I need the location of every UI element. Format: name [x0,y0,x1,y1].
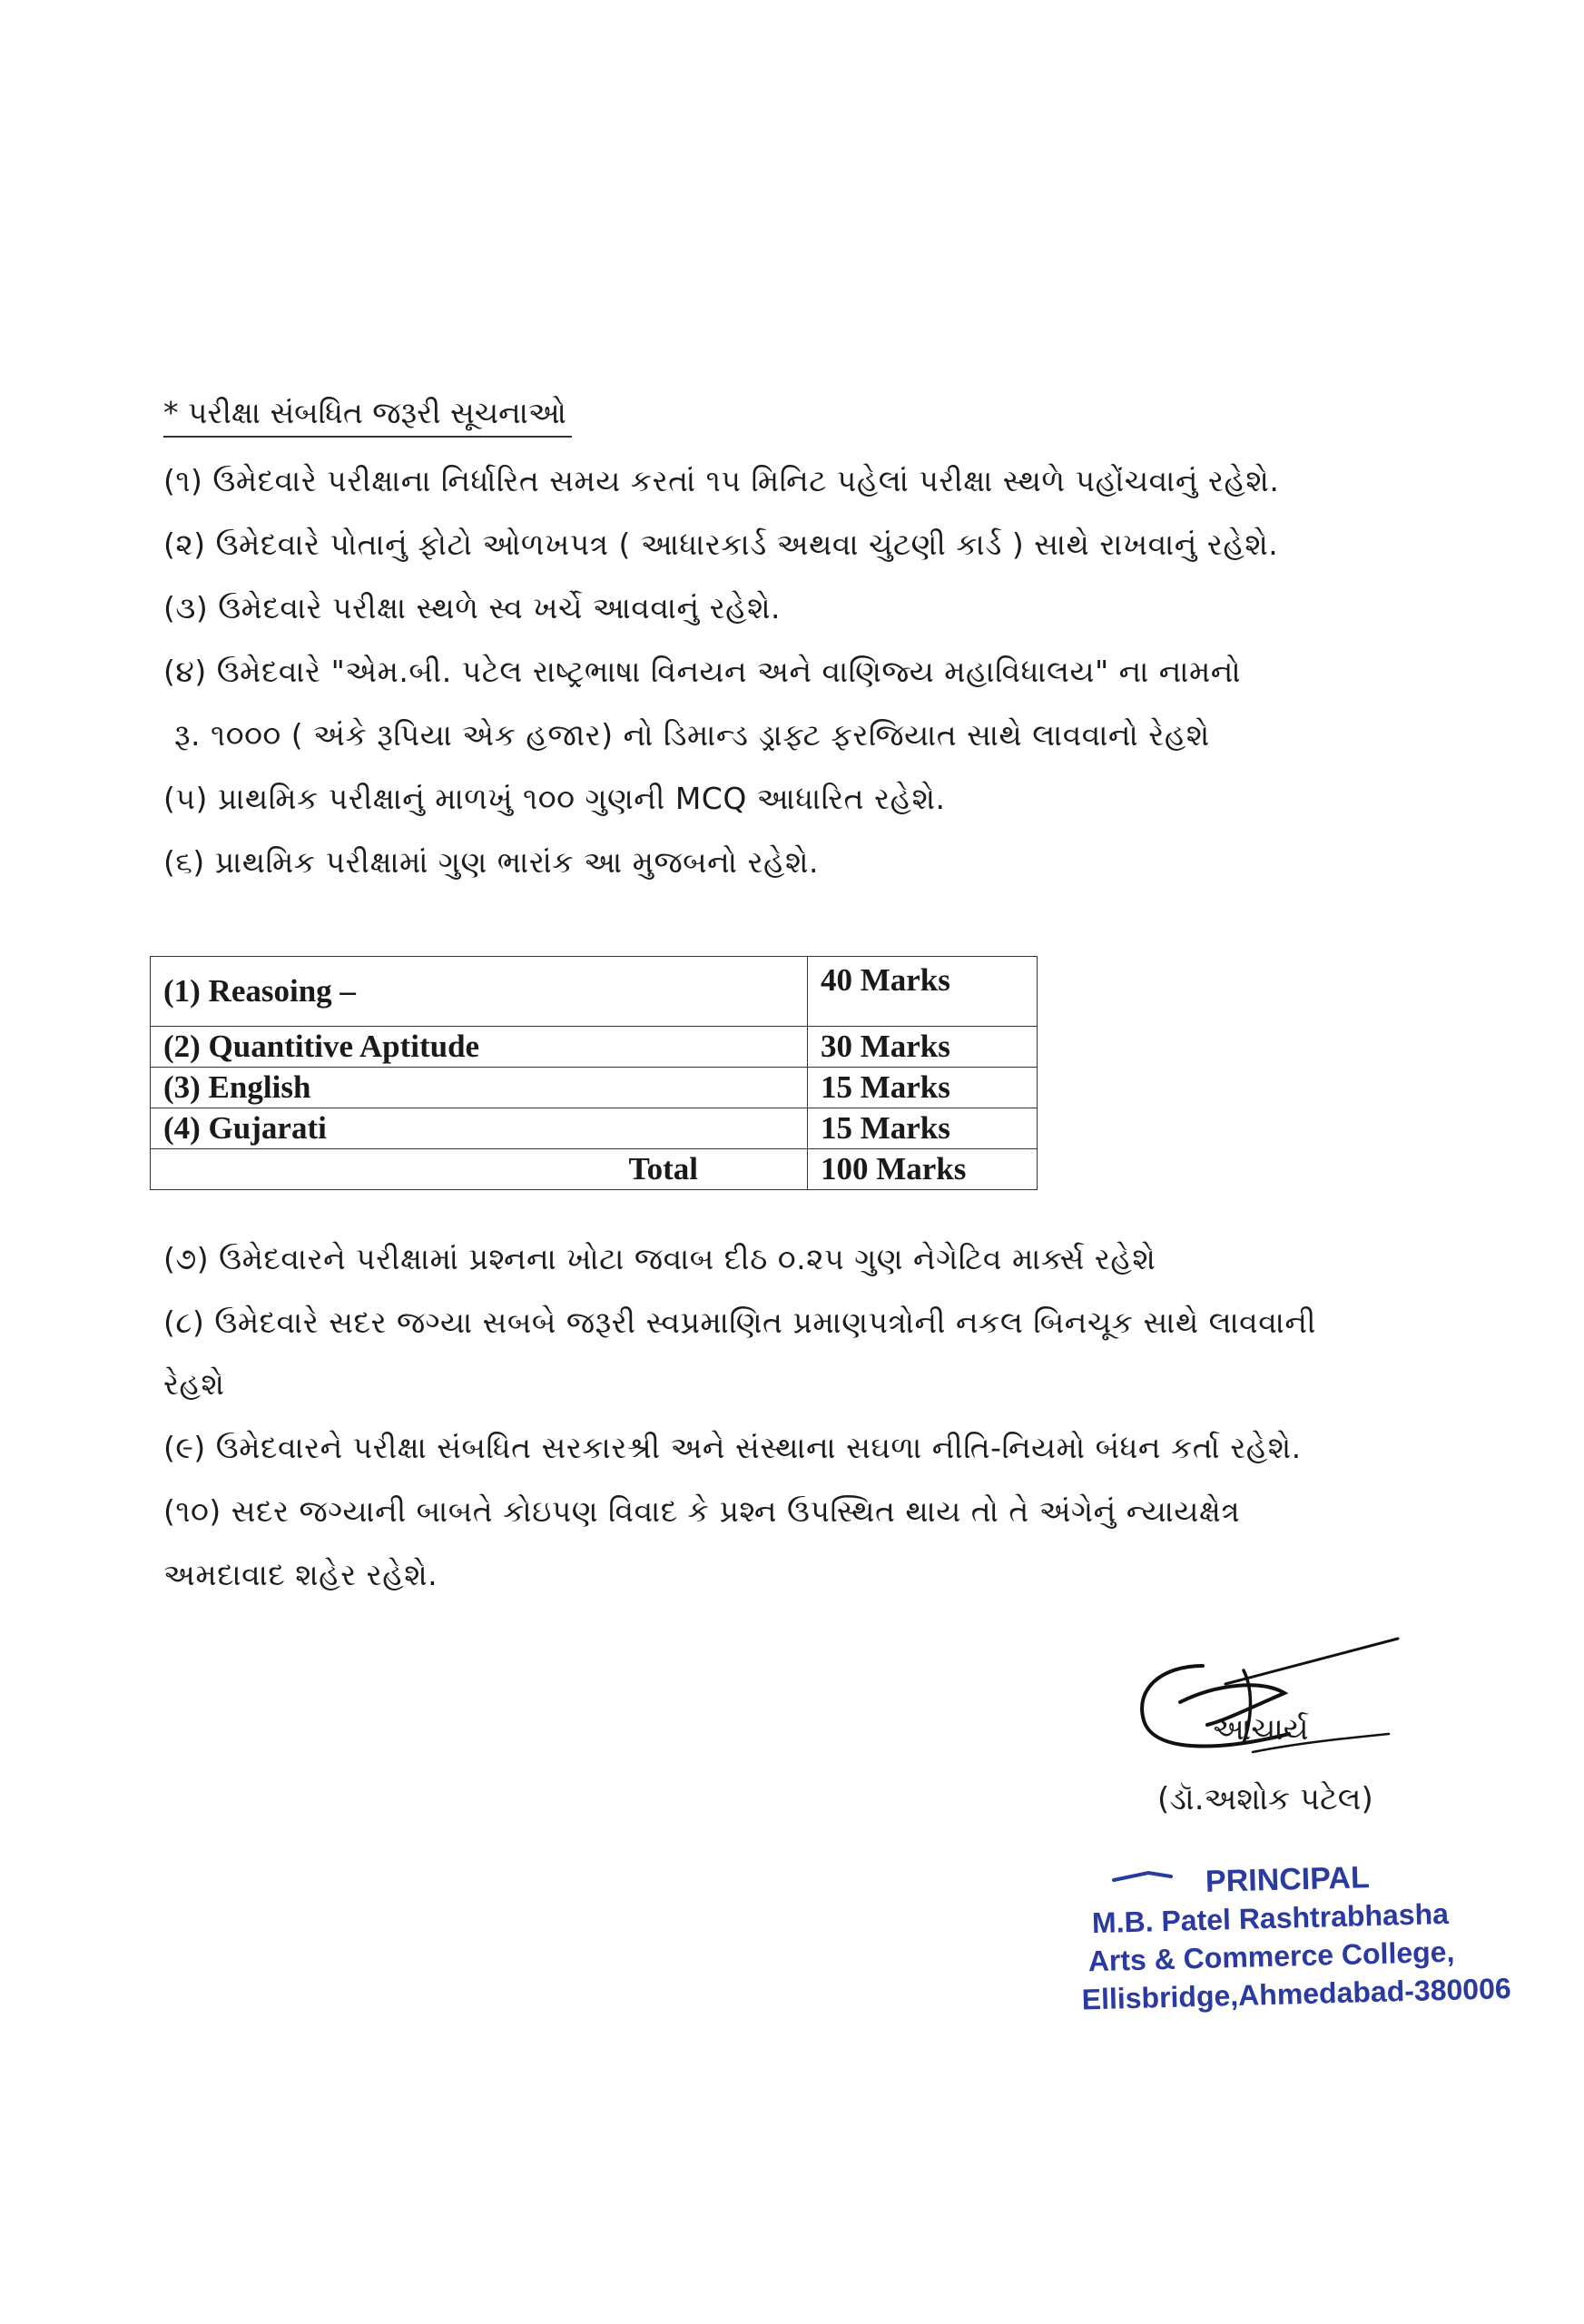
instruction-10: (૧૦) સદર જગ્યાની બાબતે કોઇપણ વિવાદ કે પ્રશ્ન ઉપસ્થિત થાય તો તે અંગેનું ન્યાયક્ષેત્ર [163,1493,1241,1529]
instruction-8-continued: રેહશે [163,1366,225,1402]
subject-cell: (3) English [151,1068,808,1108]
table-row [151,1068,1038,1108]
marks-cell: 30 Marks [807,1027,1037,1068]
signature-title: આચાર્ય [1212,1711,1309,1748]
instruction-6: (૬) પ્રાથમિક પરીક્ષામાં ગુણ ભારાંક આ મુજબનો રહેશે. [163,844,819,880]
instruction-2: (૨) ઉમેદવારે પોતાનું ફોટો ઓળખપત્ર ( આધારકાર્ડ અથવા ચુંટણી કાર્ડ ) સાથે રાખવાનું રહેશે. [163,527,1279,562]
total-label: Total [151,1149,808,1190]
instruction-7: (૭) ઉમેદવારને પરીક્ષામાં પ્રશ્નના ખોટા જવાબ દીઠ ૦.૨૫ ગુણ નેગેટિવ માર્ક્સ રહેશે [163,1241,1156,1276]
table-row [151,957,1038,1027]
stamp-line: Arts & Commerce College, [1087,1935,1455,1978]
instruction-3: (૩) ઉમેદવારે પરીક્ષા સ્થળે સ્વ ખર્ચે આવવાનું રહેશે. [163,590,782,625]
instruction-4: (૪) ઉમેદવારે "એમ.બી. પટેલ રાષ્ટ્રભાષા વિનયન અને વાણિજ્ય મહાવિધાલય" ના નામનો [163,654,1242,689]
instruction-1: (૧) ઉમેદવારે પરીક્ષાના નિર્ધારિત સમય કરતાં ૧૫ મિનિટ પહેલાં પરીક્ષા સ્થળે પહોંચવાનું રહેશે. [163,463,1280,498]
table-total-row [151,1149,1038,1190]
stamp-line: M.B. Patel Rashtrabhasha [1091,1896,1450,1940]
marks-table [150,956,1038,1190]
marks-cell: 15 Marks [807,1108,1037,1149]
stamp-line: PRINCIPAL [1205,1860,1371,1899]
instruction-10-continued: અમદાવાદ શહેર રહેશે. [163,1557,438,1592]
instruction-5: (૫) પ્રાથમિક પરીક્ષાનું માળખું ૧૦૦ ગુણની MCQ આધારિત રહેશે. [163,781,946,816]
instruction-8: (૮) ઉમેદવારે સદર જગ્યા સબબે જરૂરી સ્વપ્રમાણિત પ્રમાણપત્રોની નકલ બિનચૂક સાથે લાવવાની [163,1305,1316,1340]
signatory-name: (ડૉ.અશોક પટેલ) [1157,1781,1373,1817]
table-row [151,1027,1038,1068]
subject-cell: (4) Gujarati [151,1108,808,1149]
marks-cell: 40 Marks [807,957,1037,1027]
subject-cell: (1) Reasoing – [151,957,808,1027]
stamp-line: Ellisbridge,Ahmedabad-380006 [1081,1972,1512,2016]
table-row [151,1108,1038,1149]
principal-stamp [1078,1856,1512,2019]
notice-heading: * પરીક્ષા સંબધિત જરૂરી સૂચનાઓ [163,390,572,438]
instruction-9: (૯) ઉમેદવારને પરીક્ષા સંબધિત સરકારશ્રી અને સંસ્થાના સઘળા નીતિ-નિયમો બંધન કર્તા રહેશે. [163,1430,1302,1465]
total-marks: 100 Marks [807,1149,1037,1190]
instruction-4-continued: રૂ. ૧૦૦૦ ( અંકે રૂપિયા એક હજાર) નો ડિમાન્ડ ડ્રાફ્ટ ફરજિયાત સાથે લાવવાનો રેહશે [174,717,1210,753]
marks-cell: 15 Marks [807,1068,1037,1108]
subject-cell: (2) Quantitive Aptitude [151,1027,808,1068]
